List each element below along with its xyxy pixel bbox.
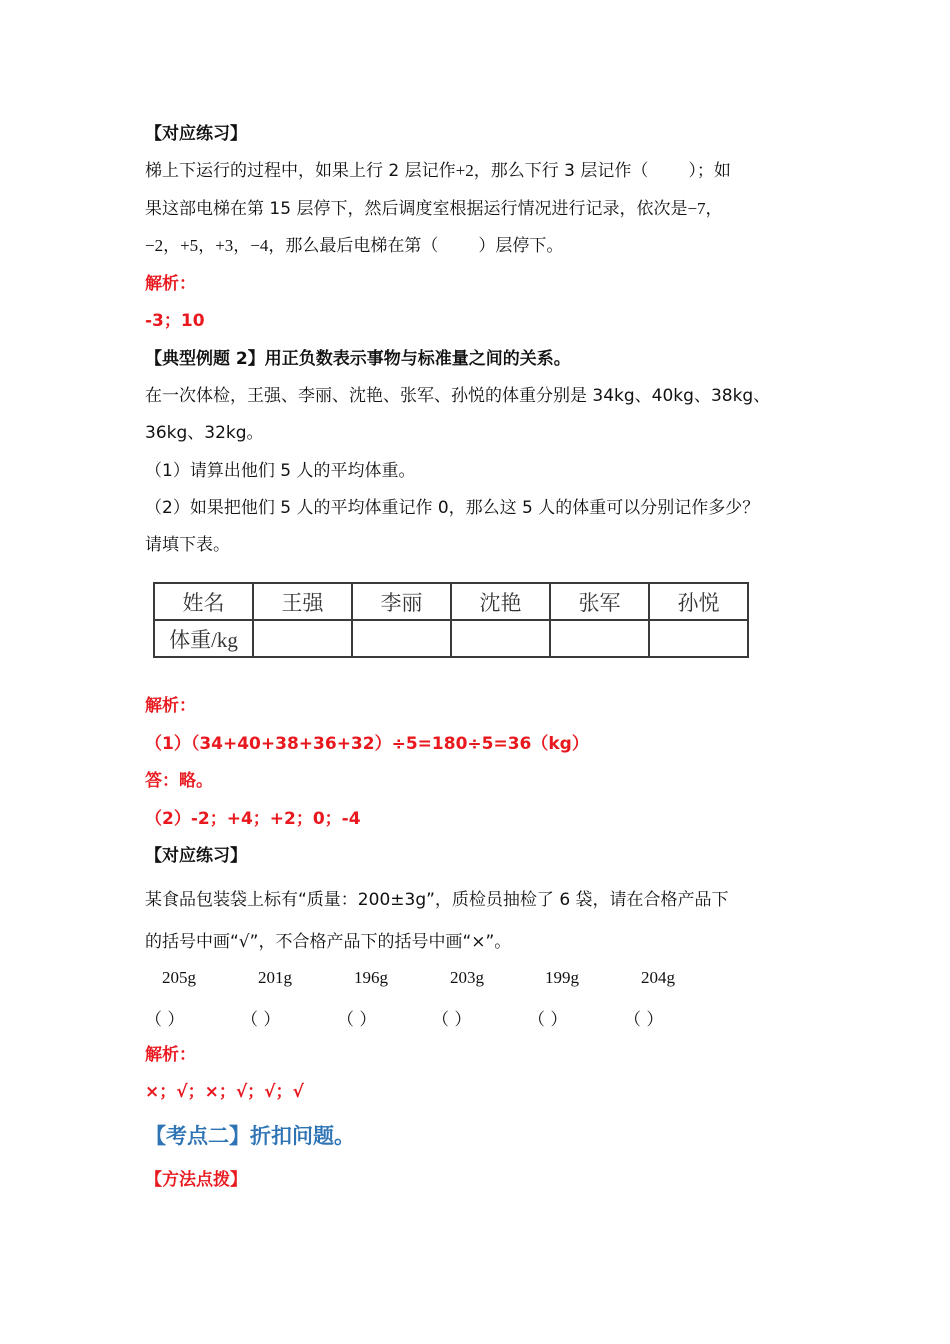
table-row <box>154 620 748 657</box>
practice2-heading: 【对应练习】 <box>145 846 247 866</box>
practice1-line2 <box>145 197 723 221</box>
table-cell: 李丽 <box>352 583 451 620</box>
math-value: +2 <box>455 161 474 180</box>
practice2-line1: 某食品包装袋上标有“质量：200±3g”，质检员抽检了 6 袋，请在合格产品下 <box>145 890 729 910</box>
sep: ， <box>163 236 181 256</box>
practice1-answer: -3；10 <box>145 311 205 331</box>
text: ， <box>705 199 723 219</box>
sep: ， <box>233 236 251 256</box>
example2-line1: 在一次体检，王强、李丽、沈艳、张军、孙悦的体重分别是 34kg、40kg、38kg、 <box>145 386 771 406</box>
example2-heading: 【典型例题 2】用正负数表示事物与标准量之间的关系。 <box>145 349 571 369</box>
practice1-heading: 【对应练习】 <box>145 124 247 144</box>
table-cell-empty <box>253 620 352 657</box>
sep: ， <box>198 236 216 256</box>
practice1-line3 <box>145 234 563 258</box>
mass-value: 201g <box>258 968 292 987</box>
example2-line2: 36kg、32kg。 <box>145 423 264 443</box>
example2-q3: 请填下表。 <box>145 535 230 555</box>
text: ，那么下行 3 层记作（ <box>473 161 649 181</box>
table-cell: 姓名 <box>154 583 253 620</box>
answer-blank: （ ） <box>432 1010 472 1030</box>
method-heading: 【方法点拨】 <box>145 1170 247 1190</box>
math-value: −4 <box>250 236 269 255</box>
text: ，那么最后电梯在第（ <box>268 236 439 256</box>
table-cell-empty <box>451 620 550 657</box>
example2-answer-note: 答：略。 <box>145 771 213 791</box>
table-cell: 沈艳 <box>451 583 550 620</box>
mass-value: 204g <box>641 968 675 987</box>
practice2-answer: ×；√；×；√；√；√ <box>145 1082 304 1102</box>
table-cell: 孙悦 <box>649 583 748 620</box>
math-value: −2 <box>145 236 164 255</box>
mass-value: 199g <box>545 968 579 987</box>
table-cell-empty <box>649 620 748 657</box>
example2-q1: （1）请算出他们 5 人的平均体重。 <box>145 461 416 481</box>
practice1-line1 <box>145 159 731 183</box>
mass-value: 196g <box>354 968 388 987</box>
table-cell-empty <box>550 620 649 657</box>
answer-blank: （ ） <box>241 1010 281 1030</box>
example2-q2: （2）如果把他们 5 人的平均体重记作 0，那么这 5 人的体重可以分别记作多少？ <box>145 498 760 518</box>
mass-value: 205g <box>162 968 196 987</box>
answer-blank: （ ） <box>145 1010 185 1030</box>
text: ）层停下。 <box>478 236 564 256</box>
practice1-analysis-label: 解析： <box>145 274 196 294</box>
mass-value: 203g <box>450 968 484 987</box>
example2-answer1: （1）（34+40+38+36+32）÷5=180÷5=36（kg） <box>145 734 589 754</box>
answer-blank: （ ） <box>528 1010 568 1030</box>
answer-blank: （ ） <box>337 1010 377 1030</box>
table-row-label: 体重/kg <box>154 620 253 657</box>
table-cell: 张军 <box>550 583 649 620</box>
weight-table <box>153 582 749 658</box>
example2-answer2: （2）-2；+4；+2；0；-4 <box>145 809 361 829</box>
math-value: −7 <box>687 199 706 218</box>
table-cell: 王强 <box>253 583 352 620</box>
text: ）；如 <box>688 161 731 181</box>
practice2-analysis-label: 解析： <box>145 1045 196 1065</box>
text: 果这部电梯在第 15 层停下，然后调度室根据运行情况进行记录，依次是 <box>145 199 688 219</box>
answer-blank: （ ） <box>624 1010 664 1030</box>
table-cell-empty <box>352 620 451 657</box>
table-header-row <box>154 583 748 620</box>
math-value: +5 <box>180 236 199 255</box>
math-value: +3 <box>215 236 234 255</box>
example2-analysis-label: 解析： <box>145 696 196 716</box>
practice2-line2: 的括号中画“√”，不合格产品下的括号中画“×”。 <box>145 932 512 952</box>
text: 梯上下运行的过程中，如果上行 2 层记作 <box>145 161 456 181</box>
section2-heading: 【考点二】折扣问题。 <box>145 1124 355 1148</box>
